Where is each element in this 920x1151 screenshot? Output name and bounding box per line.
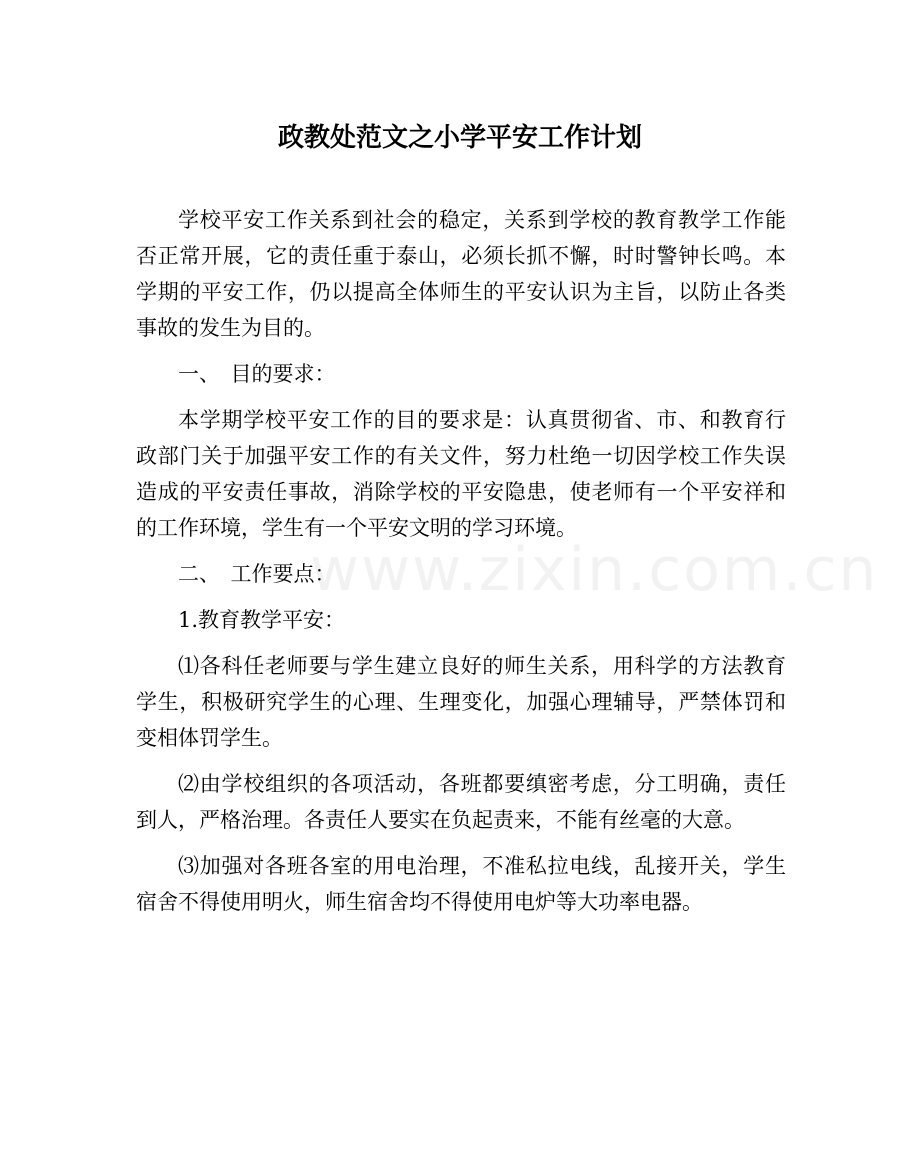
paragraph-item-1: ⑴各科任老师要与学生建立良好的师生关系，用科学的方法教育学生，积极研究学生的心理、生理变化，加强心理辅导，严禁体罚和变相体罚学生。 (136, 654, 786, 750)
document-title: 政教处范文之小学平安工作计划 (277, 123, 642, 153)
paragraph-goals: 本学期学校平安工作的目的要求是：认真贯彻省、市、和教育行政部门关于加强平安工作的有关文件，努力杜绝一切因学校工作失误造成的平安责任事故，消除学校的平安隐患，使老师有一个平安祥和的工作环境，学生有一个平安文明的学习环境。 (136, 408, 786, 540)
subsection-heading-1: 1.教育教学平安： (178, 608, 346, 632)
paragraph-intro: 学校平安工作关系到社会的稳定，关系到学校的教育教学工作能否正常开展，它的责任重于泰山，必须长抓不懈，时时警钟长鸣。本学期的平安工作，仍以提高全体师生的平安认识为主旨，以防止各类事故的发生为目的。 (136, 208, 786, 340)
section-heading-1: 一、 目的要求： (178, 362, 336, 386)
paragraph-item-3: ⑶加强对各班各室的用电治理，不准私拉电线，乱接开关，学生宿舍不得使用明火，师生宿舍均不得使用电炉等大功率电器。 (136, 854, 786, 914)
section-heading-2: 二、 工作要点： (178, 562, 336, 586)
document-body (136, 202, 786, 930)
paragraph-item-2: ⑵由学校组织的各项活动，各班都要缜密考虑，分工明确，责任到人，严格治理。各责任人要实在负起责来，不能有丝毫的大意。 (136, 772, 786, 832)
watermark: www.zixin.com.cn (310, 535, 879, 605)
